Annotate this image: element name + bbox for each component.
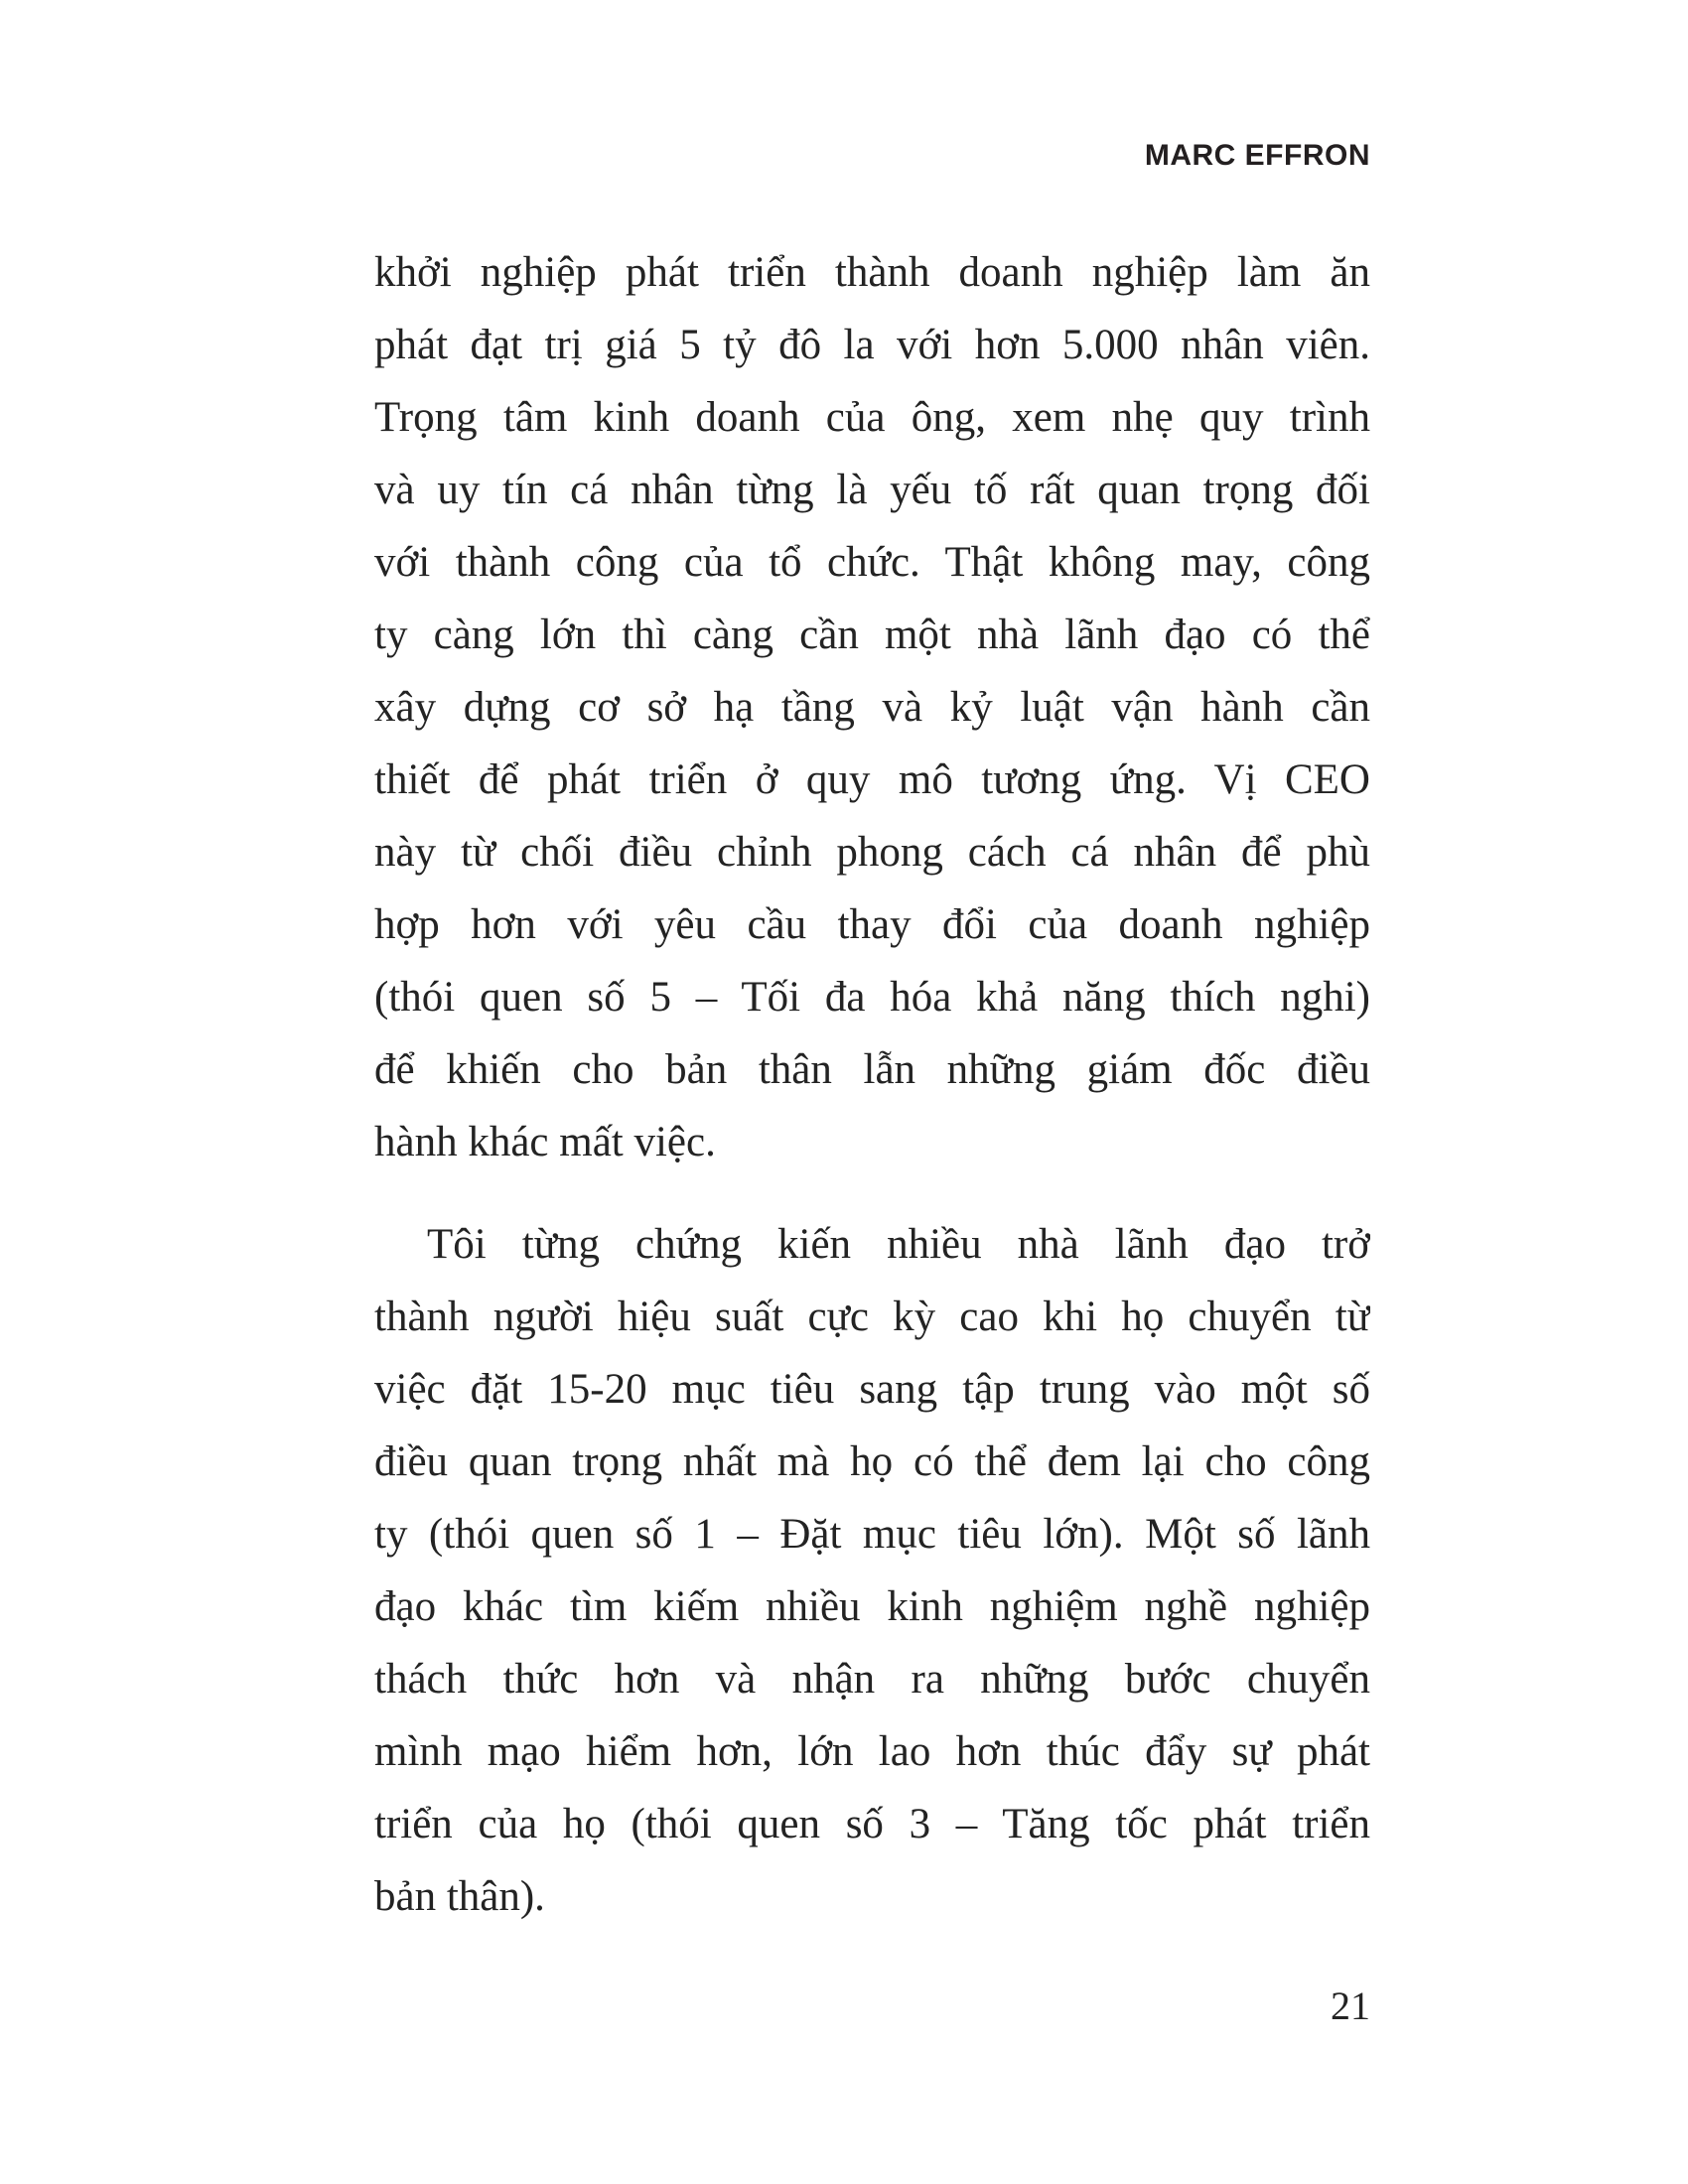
text-line: (thói quen số 5 – Tối đa hóa khả năng thích nghi) (374, 974, 1370, 1021)
text-line: thách thức hơn và nhận ra những bước chuyển (374, 1656, 1370, 1703)
text-line: hợp hơn với yêu cầu thay đổi của doanh nghiệp (374, 901, 1370, 948)
text-line: triển của họ (thói quen số 3 – Tăng tốc phát triển (374, 1801, 1370, 1847)
text-line: này từ chối điều chỉnh phong cách cá nhân để phù (374, 829, 1370, 876)
text-line: thành người hiệu suất cực kỳ cao khi họ chuyển từ (374, 1294, 1370, 1340)
text-line: đạo khác tìm kiếm nhiều kinh nghiệm nghề nghiệp (374, 1583, 1370, 1630)
text-line: Tôi từng chứng kiến nhiều nhà lãnh đạo trở (427, 1221, 1370, 1268)
body-text (374, 236, 1370, 1933)
text-line: việc đặt 15-20 mục tiêu sang tập trung vào một số (374, 1366, 1370, 1413)
text-line: điều quan trọng nhất mà họ có thể đem lại cho công (374, 1438, 1370, 1485)
text-line: phát đạt trị giá 5 tỷ đô la với hơn 5.000 nhân viên. (374, 322, 1370, 368)
text-line: ty càng lớn thì càng cần một nhà lãnh đạo có thể (374, 612, 1370, 658)
text-line: mình mạo hiểm hơn, lớn lao hơn thúc đẩy sự phát (374, 1728, 1370, 1775)
text-line: để khiến cho bản thân lẫn những giám đốc điều (374, 1046, 1370, 1093)
text-line: thiết để phát triển ở quy mô tương ứng. Vị CEO (374, 756, 1370, 803)
text-line: xây dựng cơ sở hạ tầng và kỷ luật vận hành cần (374, 684, 1370, 731)
text-line: bản thân). (374, 1873, 545, 1920)
text-line: Trọng tâm kinh doanh của ông, xem nhẹ quy trình (374, 394, 1370, 441)
text-line: khởi nghiệp phát triển thành doanh nghiệp làm ăn (374, 249, 1370, 296)
text-line: và uy tín cá nhân từng là yếu tố rất quan trọng đối (374, 467, 1370, 513)
paragraph (374, 1208, 1370, 1933)
text-line: với thành công của tổ chức. Thật không may, công (374, 539, 1370, 586)
text-line: ty (thói quen số 1 – Đặt mục tiêu lớn). Một số lãnh (374, 1511, 1370, 1558)
text-line: hành khác mất việc. (374, 1119, 716, 1165)
running-header: MARC EFFRON (1144, 139, 1370, 172)
paragraph (374, 236, 1370, 1178)
page-number: 21 (1331, 1983, 1370, 2028)
